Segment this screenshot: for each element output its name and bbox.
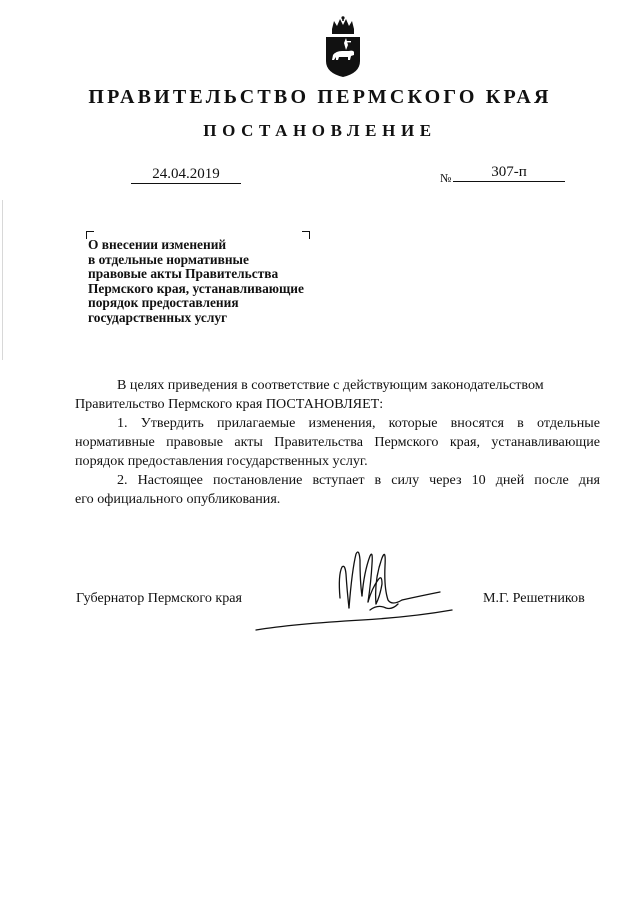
coat-of-arms-icon (323, 16, 363, 78)
item2-line: 2. Настоящее постановление вступает в силу через 10 дней после дня (117, 472, 600, 488)
organization-title: ПРАВИТЕЛЬСТВО ПЕРМСКОГО КРАЯ (88, 86, 552, 108)
item1-line: порядок предоставления государственных услуг. (75, 453, 368, 469)
intro-line: Правительство Пермского края ПОСТАНОВЛЯЕТ: (75, 396, 384, 412)
signatory-position: Губернатор Пермского края (76, 590, 243, 606)
item1-line: нормативные правовые акты Правительства Пермского края, устанавливающие (75, 434, 600, 450)
subject-line: Пермского края, устанавливающие (88, 280, 304, 296)
subject-line: порядок предоставления (88, 295, 239, 311)
document-date: 24.04.2019 (131, 166, 241, 184)
item2-line: его официального опубликования. (75, 491, 281, 507)
scan-edge-line (2, 200, 3, 360)
intro-line: В целях приведения в соответствие с действующим законодательством (117, 377, 544, 393)
subject-line: правовые акты Правительства (88, 266, 279, 282)
subject-line: в отдельные нормативные (88, 251, 249, 267)
subject-line: О внесении изменений (88, 237, 227, 252)
body-paragraphs (75, 376, 600, 509)
subject-line: государственных услуг (88, 309, 228, 325)
number-sign: № (440, 171, 452, 185)
signatory-name: М.Г. Решетников (483, 590, 585, 606)
handwritten-signature-icon (252, 530, 462, 645)
item1-line: 1. Утвердить прилагаемые изменения, которые вносятся в отдельные (117, 415, 600, 431)
document-number: 307-п (453, 164, 565, 182)
document-subject (88, 238, 348, 326)
document-type: ПОСТАНОВЛЕНИЕ (203, 121, 437, 140)
